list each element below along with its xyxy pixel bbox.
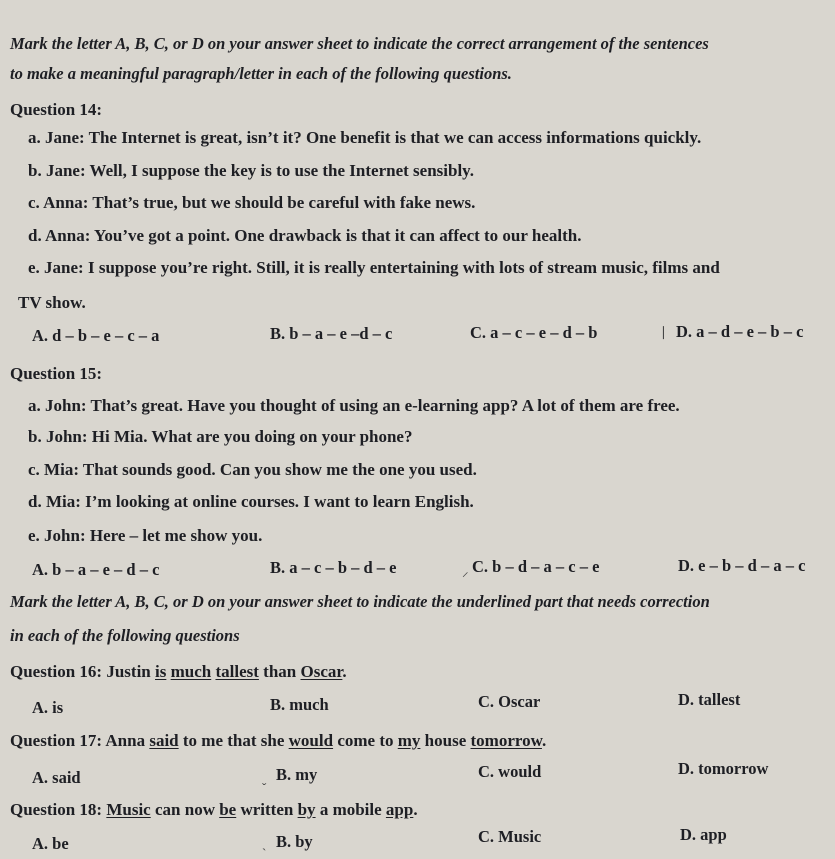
q14-sentence-d: d. Anna: You’ve got a point. One drawback is that it can affect to our health. xyxy=(28,226,582,245)
question-14-title: Question 14: xyxy=(10,100,103,119)
q17-option-d[interactable]: D. tomorrow xyxy=(678,759,769,778)
q18-option-c[interactable]: C. Music xyxy=(478,827,542,846)
q18-option-d[interactable]: D. app xyxy=(680,825,727,844)
question-15-title: Question 15: xyxy=(10,364,103,383)
q16-label: Question 16: xyxy=(10,662,103,681)
instruction2-line-2: in each of the following questions xyxy=(10,626,240,645)
q15-sentence-d: d. Mia: I’m looking at online courses. I want to learn English. xyxy=(28,492,474,511)
q16-option-b[interactable]: B. much xyxy=(270,695,329,714)
q14-option-b[interactable]: B. b – a – e –d – c xyxy=(270,324,393,343)
q18-word-written: written xyxy=(240,800,294,819)
q17-period: . xyxy=(541,731,547,750)
q15-option-d[interactable]: D. e – b – d – a – c xyxy=(678,556,806,575)
q18-label: Question 18: xyxy=(10,800,103,819)
q16-option-d[interactable]: D. tallest xyxy=(678,690,741,709)
q16-underlined-is: is xyxy=(155,662,167,681)
pen-mark-icon: ˬ xyxy=(262,770,267,785)
q15-sentence-b: b. John: Hi Mia. What are you doing on your phone? xyxy=(28,427,413,446)
q17-option-b[interactable]: B. my xyxy=(276,765,318,784)
q14-option-a[interactable]: A. d – b – e – c – a xyxy=(32,326,160,345)
q15-option-a[interactable]: A. b – a – e – d – c xyxy=(32,560,160,579)
q16-underlined-tallest: tallest xyxy=(215,662,259,681)
q15-sentence-e: e. John: Here – let me show you. xyxy=(28,526,263,545)
q18-underlined-music: Music xyxy=(106,800,151,819)
q18-option-a[interactable]: A. be xyxy=(32,834,69,853)
q18-option-b[interactable]: B. by xyxy=(276,832,313,851)
question-16-text xyxy=(10,662,347,682)
pen-mark-icon: ⸝ xyxy=(462,564,469,579)
q17-underlined-my: my xyxy=(397,731,421,750)
instruction2-line-1: Mark the letter A, B, C, or D on your answer sheet to indicate the underlined part that needs correction xyxy=(10,592,710,611)
q16-underlined-oscar: Oscar xyxy=(300,662,343,681)
q15-sentence-c: c. Mia: That sounds good. Can you show me the one you used. xyxy=(28,460,477,479)
q14-sentence-b: b. Jane: Well, I suppose the key is to use the Internet sensibly. xyxy=(28,161,474,180)
q17-option-a[interactable]: A. said xyxy=(32,768,81,787)
q18-underlined-by: by xyxy=(297,800,316,819)
q16-underlined-much: much xyxy=(170,662,212,681)
q18-underlined-be: be xyxy=(219,800,237,819)
q17-label: Question 17: xyxy=(10,731,103,750)
q15-sentence-a: a. John: That’s great. Have you thought of using an e-learning app? A lot of them are free. xyxy=(28,396,680,415)
q16-word-than: than xyxy=(263,662,297,681)
q14-sentence-e-cont: TV show. xyxy=(18,293,86,312)
q17-option-c[interactable]: C. would xyxy=(478,762,542,781)
instruction-line-1: Mark the letter A, B, C, or D on your answer sheet to indicate the correct arrangement of the sentences xyxy=(10,34,709,53)
q17-words-3: come to xyxy=(337,731,394,750)
q17-underlined-would: would xyxy=(288,731,334,750)
q14-sentence-a: a. Jane: The Internet is great, isn’t it? One benefit is that we can access informations quickly. xyxy=(28,128,702,147)
q14-sentence-e: e. Jane: I suppose you’re right. Still, it is really entertaining with lots of stream music, films and xyxy=(28,258,720,277)
q18-period: . xyxy=(413,800,418,819)
q16-period: . xyxy=(342,662,347,681)
q14-sentence-c: c. Anna: That’s true, but we should be careful with fake news. xyxy=(28,193,476,212)
q16-word-1: Justin xyxy=(106,662,151,681)
q14-option-d[interactable]: D. a – d – e – b – c xyxy=(676,322,804,341)
q17-word-anna: Anna xyxy=(105,731,146,750)
q17-underlined-said: said xyxy=(149,731,179,750)
q18-underlined-app: app xyxy=(385,800,414,819)
q16-option-c[interactable]: C. Oscar xyxy=(478,692,541,711)
q17-words-2: to me that she xyxy=(182,731,285,750)
instruction-line-2: to make a meaningful paragraph/letter in each of the following questions. xyxy=(10,64,512,83)
pen-mark-icon: ˎ xyxy=(262,836,267,851)
question-17-text xyxy=(10,731,546,751)
q15-option-b[interactable]: B. a – c – b – d – e xyxy=(270,558,397,577)
q18-words-2: can now xyxy=(154,800,215,819)
q17-word-house: house xyxy=(424,731,467,750)
q15-option-c[interactable]: C. b – d – a – c – e xyxy=(472,557,600,576)
pen-mark-icon: ❘ xyxy=(658,324,669,339)
q16-option-a[interactable]: A. is xyxy=(32,698,64,717)
q17-underlined-tomorrow: tomorrow xyxy=(470,731,542,750)
q18-words-3: a mobile xyxy=(319,800,382,819)
q14-option-c[interactable]: C. a – c – e – d – b xyxy=(470,323,598,342)
question-18-text xyxy=(10,800,418,820)
